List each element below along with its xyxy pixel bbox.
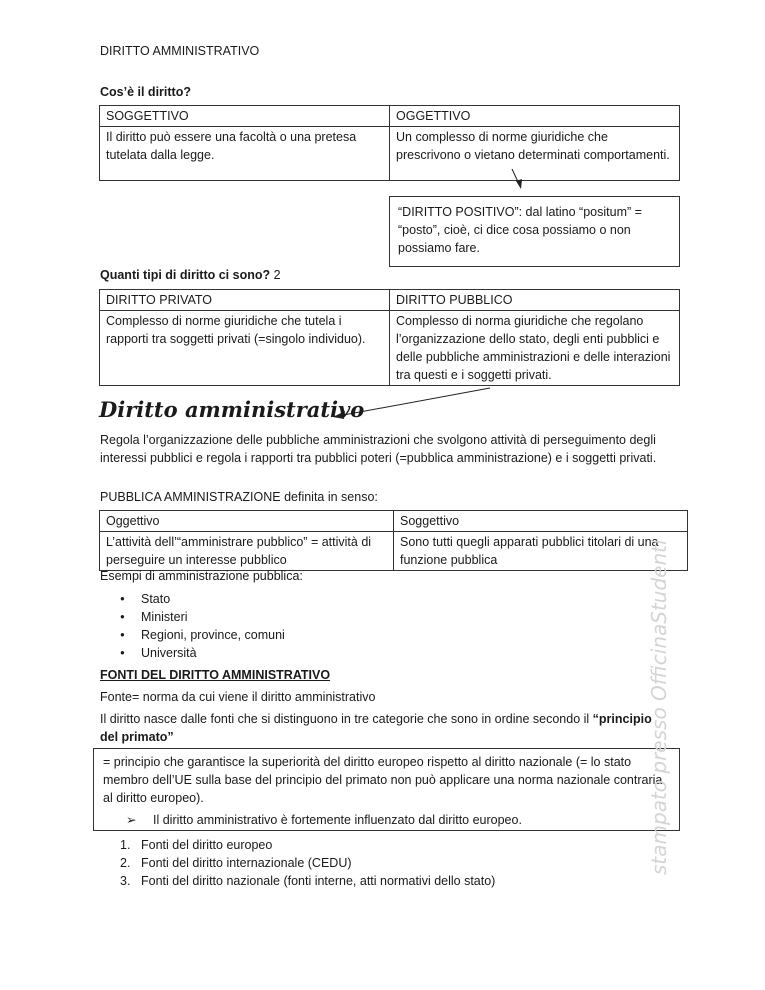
primato-intro-text: Il diritto nasce dalle fonti che si distinguono in tre categorie che sono in ordine secondo il	[100, 712, 590, 726]
cell-diritto-pubblico: Complesso di norma giuridiche che regolano l’organizzazione dello stato, degli enti pubblici e delle pubbliche amministrazioni e delle interazioni tra questi e i soggetti privati.	[390, 311, 680, 386]
document-header: DIRITTO AMMINISTRATIVO	[100, 44, 260, 58]
section-title-diritto-amministrativo: Diritto amministrativo	[99, 397, 365, 422]
arrowhead-bullet-icon: ➢	[126, 813, 137, 827]
question-types-of-law	[100, 266, 281, 284]
primato-box-arrow-item	[103, 811, 670, 829]
list-number: 1.	[120, 838, 131, 852]
question-what-is-law: Cos’è il diritto?	[100, 85, 191, 99]
list-text: Fonti del diritto internazionale (CEDU)	[141, 856, 352, 870]
cell-soggettivo-pa: Sono tutti quegli apparati pubblici titolari di una funzione pubblica	[394, 532, 688, 571]
header-soggettivo: SOGGETTIVO	[100, 106, 390, 127]
fonti-heading: FONTI DEL DIRITTO AMMINISTRATIVO	[100, 668, 331, 682]
list-item: ● Stato	[100, 590, 285, 608]
arrow-to-callout	[512, 169, 522, 189]
question-types-answer: 2	[273, 268, 281, 282]
header-diritto-pubblico: DIRITTO PUBBLICO	[390, 290, 680, 311]
examples-list	[100, 590, 285, 662]
primato-box-arrow-text: Il diritto amministrativo è fortemente influenzato dal diritto europeo.	[153, 813, 522, 827]
fonte-definition: Fonte= norma da cui viene il diritto amministrativo	[100, 690, 376, 704]
header-oggettivo-pa: Oggettivo	[100, 511, 394, 532]
intro-paragraph: Regola l’organizzazione delle pubbliche amministrazioni che svolgono attività di perseguimento degli interessi pubblici e regola i rapporti tra pubblici poteri (=pubblica amministrazione) e i soggetti privati.	[100, 433, 657, 465]
cell-soggettivo: Il diritto può essere una facoltà o una pretesa tutelata dalla legge.	[100, 127, 390, 181]
cell-oggettivo-pa: L’attività dell’“amministrare pubblico” = attività di perseguire un interesse pubblico	[100, 532, 394, 571]
header-diritto-privato: DIRITTO PRIVATO	[100, 290, 390, 311]
list-text: Fonti del diritto nazionale (fonti interne, atti normativi dello stato)	[141, 874, 496, 888]
cell-oggettivo: Un complesso di norme giuridiche che prescrivono o vietano determinati comportamenti.	[390, 127, 680, 181]
list-item: ● Regioni, province, comuni	[100, 626, 285, 644]
list-item	[100, 854, 495, 872]
cell-diritto-privato: Complesso di norme giuridiche che tutela i rapporti tra soggetti privati (=singolo individuo).	[100, 311, 390, 386]
list-item: ● Ministeri	[100, 608, 285, 626]
table-oggettivo-soggettivo	[99, 510, 688, 571]
header-oggettivo: OGGETTIVO	[390, 106, 680, 127]
primato-intro	[100, 710, 660, 746]
sources-list	[100, 836, 495, 890]
list-text: Fonti del diritto europeo	[141, 838, 273, 852]
primato-box	[93, 748, 680, 831]
primato-box-text: = principio che garantisce la superiorità del diritto europeo rispetto al diritto nazionale (= lo stato membro dell’UE sulla base del principio del primato non può applicare una norma nazionale contraria al diritto europeo).	[103, 755, 663, 805]
header-soggettivo-pa: Soggettivo	[394, 511, 688, 532]
primato-intro-bold: “principio del primato”	[100, 712, 652, 744]
examples-label: Esempi di amministrazione pubblica:	[100, 569, 303, 583]
list-number: 3.	[120, 874, 131, 888]
table-private-public	[99, 289, 680, 386]
list-item	[100, 836, 495, 854]
question-types-text: Quanti tipi di diritto ci sono?	[100, 268, 271, 282]
callout-positive-law: “DIRITTO POSITIVO”: dal latino “positum” = “posto”, cioè, ci dice cosa possiamo o non possiamo fare.	[389, 196, 680, 267]
list-item	[100, 872, 495, 890]
list-item: ● Università	[100, 644, 285, 662]
watermark: stampato presso OfficinaStudenti	[647, 539, 671, 875]
list-number: 2.	[120, 856, 131, 870]
pa-label: PUBBLICA AMMINISTRAZIONE definita in senso:	[100, 490, 378, 504]
